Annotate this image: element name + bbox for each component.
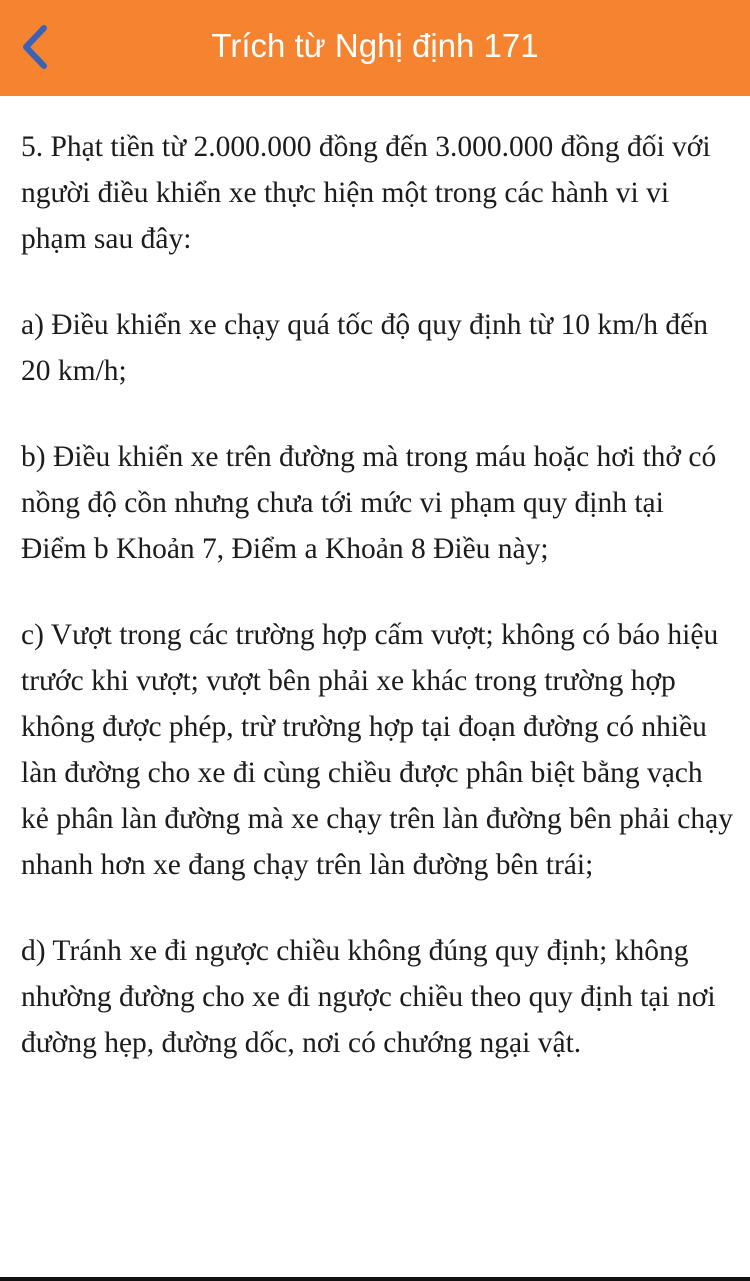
bottom-divider xyxy=(0,1277,750,1281)
paragraph-intro: 5. Phạt tiền từ 2.000.000 đồng đến 3.000.000 đồng đối với người điều khiển xe thực hiện một trong các hành vi vi phạm sau đây: xyxy=(21,131,711,255)
decree-excerpt xyxy=(21,124,733,1106)
paragraph-d: d) Tránh xe đi ngược chiều không đúng quy định; không nhường đường cho xe đi ngược chiều theo quy định tại nơi đường hẹp, đường dốc, nơi có chướng ngại vật. xyxy=(21,935,716,1059)
navigation-bar xyxy=(0,0,750,96)
chevron-left-icon xyxy=(14,22,64,72)
paragraph-b: b) Điều khiển xe trên đường mà trong máu hoặc hơi thở có nồng độ cồn nhưng chưa tới mức vi phạm quy định tại Điểm b Khoản 7, Điểm a Khoản 8 Điều này; xyxy=(21,441,717,565)
paragraph-c: c) Vượt trong các trường hợp cấm vượt; không có báo hiệu trước khi vượt; vượt bên phải xe khác trong trường hợp không được phép, trừ trường hợp tại đoạn đường có nhiều làn đường cho xe đi cùng chiều được phân biệt bằng vạch kẻ phân làn đường mà xe chạy trên làn đường bên phải chạy nhanh hơn xe đang chạy trên làn đường bên trái; xyxy=(21,619,733,881)
back-button[interactable] xyxy=(14,22,64,72)
page-title: Trích từ Nghị định 171 xyxy=(211,27,539,64)
paragraph-a: a) Điều khiển xe chạy quá tốc độ quy định từ 10 km/h đến 20 km/h; xyxy=(21,309,708,387)
